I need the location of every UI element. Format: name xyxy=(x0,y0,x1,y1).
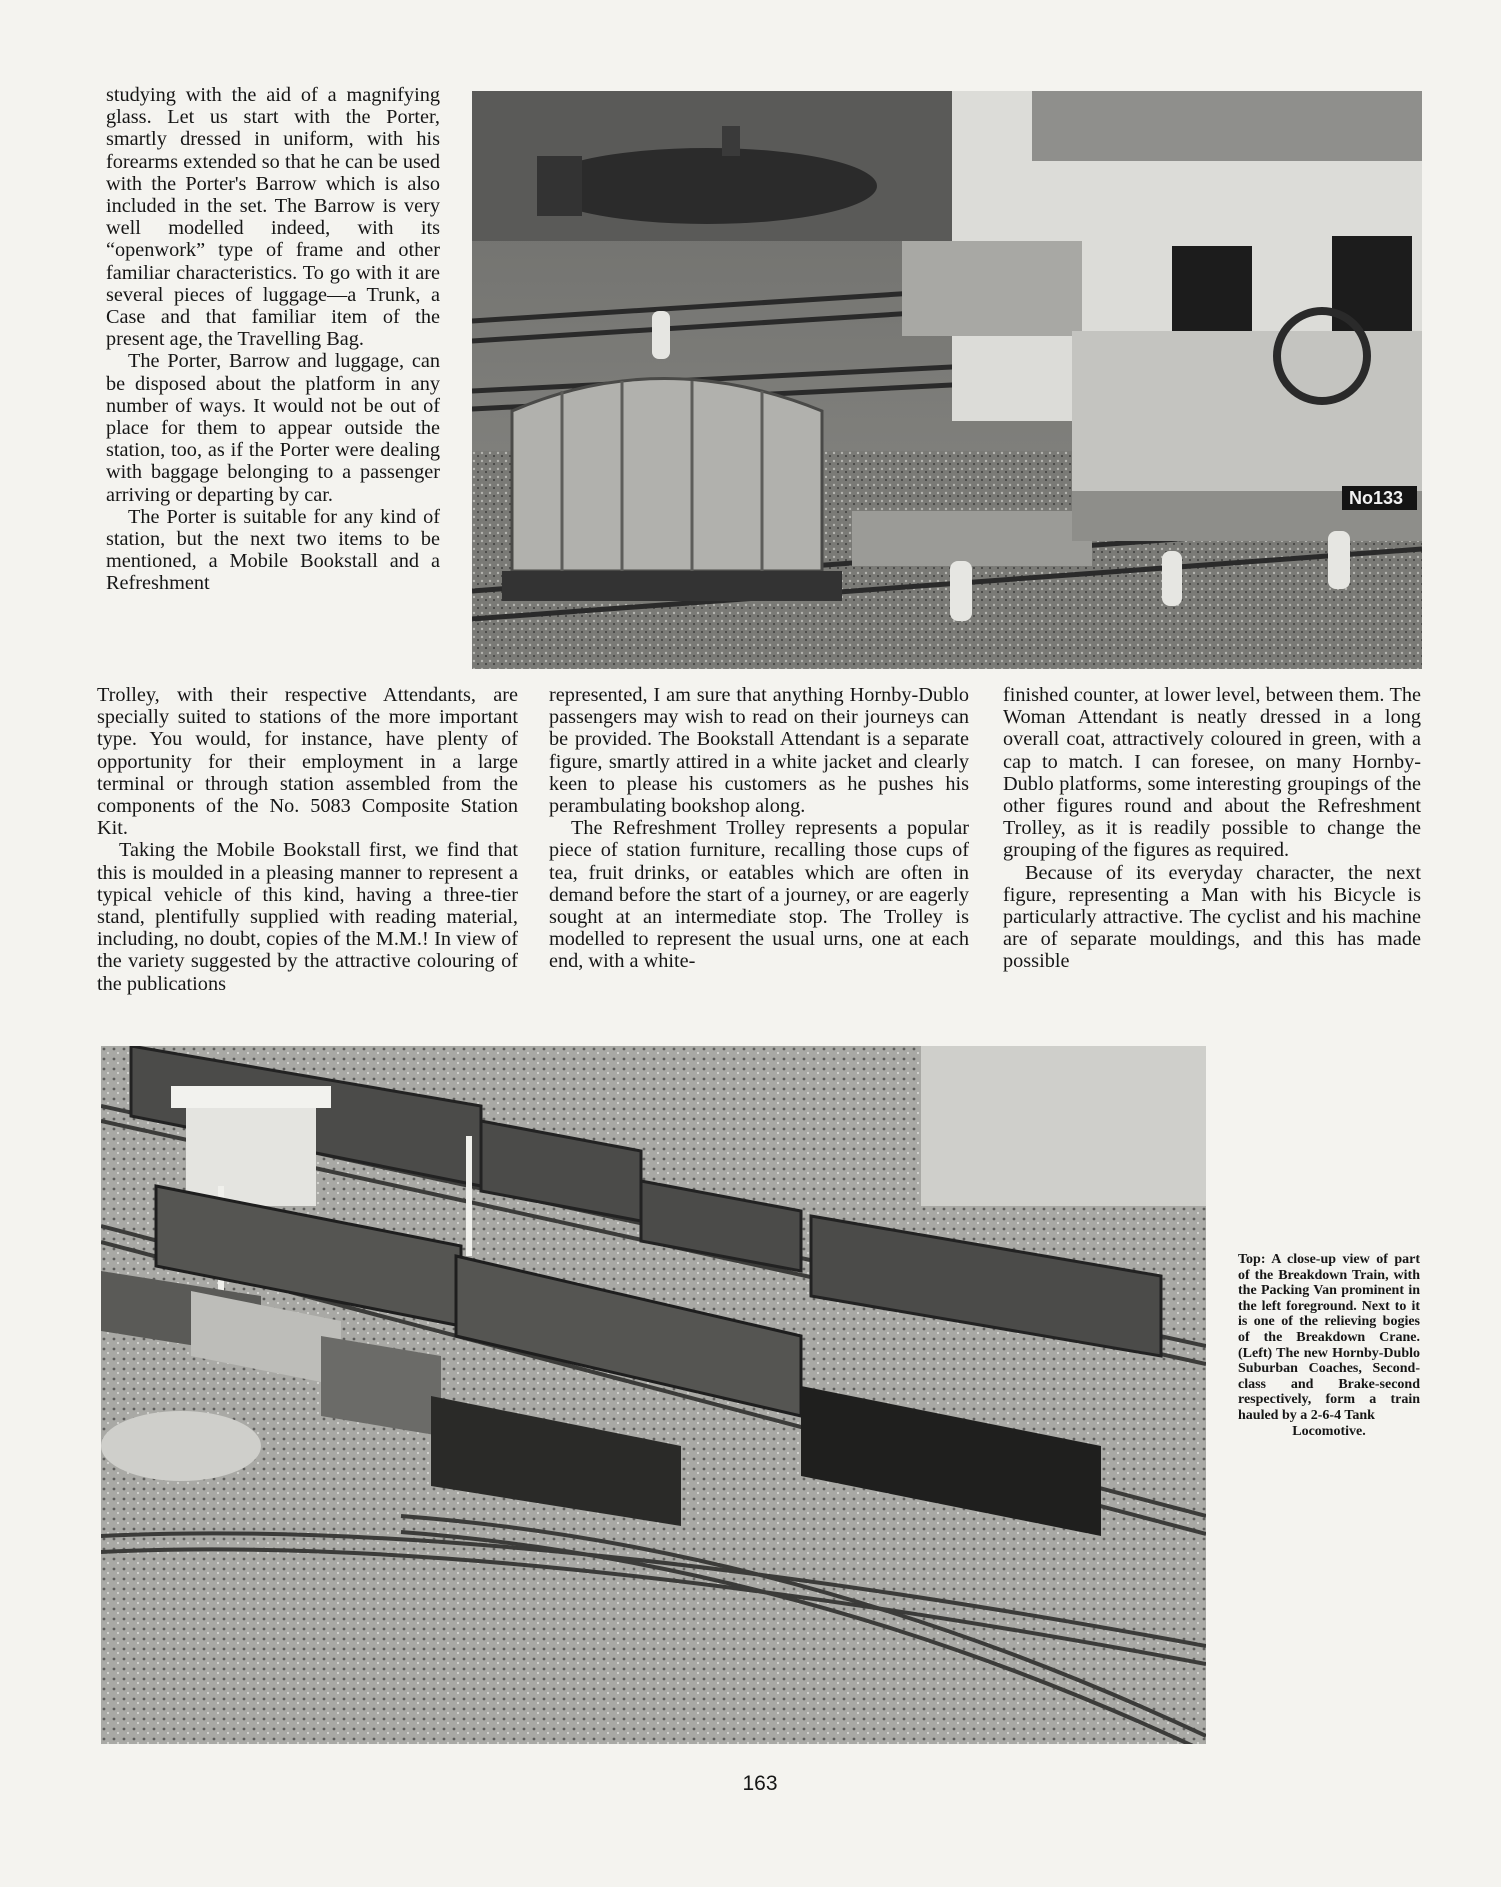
caption-text-last-line: Locomotive. xyxy=(1292,1423,1366,1439)
loco-number-plate: No133 xyxy=(1349,488,1404,508)
paragraph: The Porter, Barrow and luggage, can be disposed about the platform in any number of ways. It would not be out of place for them to appear outside the station, too, as if the Porter were dealing with baggage belonging to a passenger arriving or departing by car. xyxy=(106,350,440,506)
breakdown-train-photo xyxy=(472,91,1422,669)
text-column-middle xyxy=(549,684,969,973)
paragraph: The Refreshment Trolley represents a popular piece of station furniture, recalling those cups of tea, fruit drinks, or eatables which are often in demand before the start of a journey, or are eagerly sought at an intermediate stop. The Trolley is modelled to represent the usual urns, one at each end, with a white- xyxy=(549,817,969,973)
paragraph: Trolley, with their respective Attendants, are specially suited to stations of the more important type. You would, for instance, have plenty of opportunity for their employment in a large terminal or through station assembled from the components of the No. 5083 Composite Station Kit. xyxy=(97,684,518,840)
text-column-left xyxy=(97,684,518,995)
text-column-left-top xyxy=(106,84,440,595)
paragraph: studying with the aid of a magnifying glass. Let us start with the Porter, smartly dressed in uniform, with his forearms extended so that he can be used with the Porter's Barrow which is also included in the set. The Barrow is very well modelled indeed, with its “openwork” type of frame and other familiar characteristics. To go with it are several pieces of luggage—a Trunk, a Case and that familiar item of the present age, the Travelling Bag. xyxy=(106,84,440,351)
photo-caption xyxy=(1238,1252,1420,1439)
paragraph: Taking the Mobile Bookstall first, we find that this is moulded in a pleasing manner to represent a typical vehicle of this kind, having a three-tier stand, plentifully supplied with reading material, including, no doubt, copies of the M.M.! In view of the variety suggested by the attractive colouring of the publications xyxy=(97,839,518,995)
text-column-right xyxy=(1003,684,1421,973)
paragraph: finished counter, at lower level, between them. The Woman Attendant is neatly dressed in a long overall coat, attractively coloured in green, with a cap to match. I can foresee, on many Hornby-Dublo platforms, some interesting groupings of the other figures round and about the Refreshment Trolley, as it is readily possible to change the grouping of the figures as required. xyxy=(1003,684,1421,862)
paragraph: The Porter is suitable for any kind of station, but the next two items to be mentioned, a Mobile Bookstall and a Refreshment xyxy=(106,505,440,595)
page-number: 163 xyxy=(742,1772,778,1795)
caption-text: Top: A close-up view of part of the Breakdown Train, with the Packing Van prominent in the left foreground. Next to it is one of the relieving bogies of the Breakdown Crane. (Left) The new Hornby-Dublo Suburban Coaches, Second-class and Brake-second respectively, form a train hauled by a 2-6-4 Tank xyxy=(1238,1252,1420,1423)
suburban-coaches-photo xyxy=(101,1046,1206,1744)
paragraph: represented, I am sure that anything Hornby-Dublo passengers may wish to read on their journeys can be provided. The Bookstall Attendant is a separate figure, smartly attired in a white jacket and clearly keen to please his customers as he pushes his perambulating bookshop along. xyxy=(549,684,969,818)
paragraph: Because of its everyday character, the next figure, representing a Man with his Bicycle is particularly attractive. The cyclist and his machine are of separate mouldings, and this has made possible xyxy=(1003,861,1421,973)
